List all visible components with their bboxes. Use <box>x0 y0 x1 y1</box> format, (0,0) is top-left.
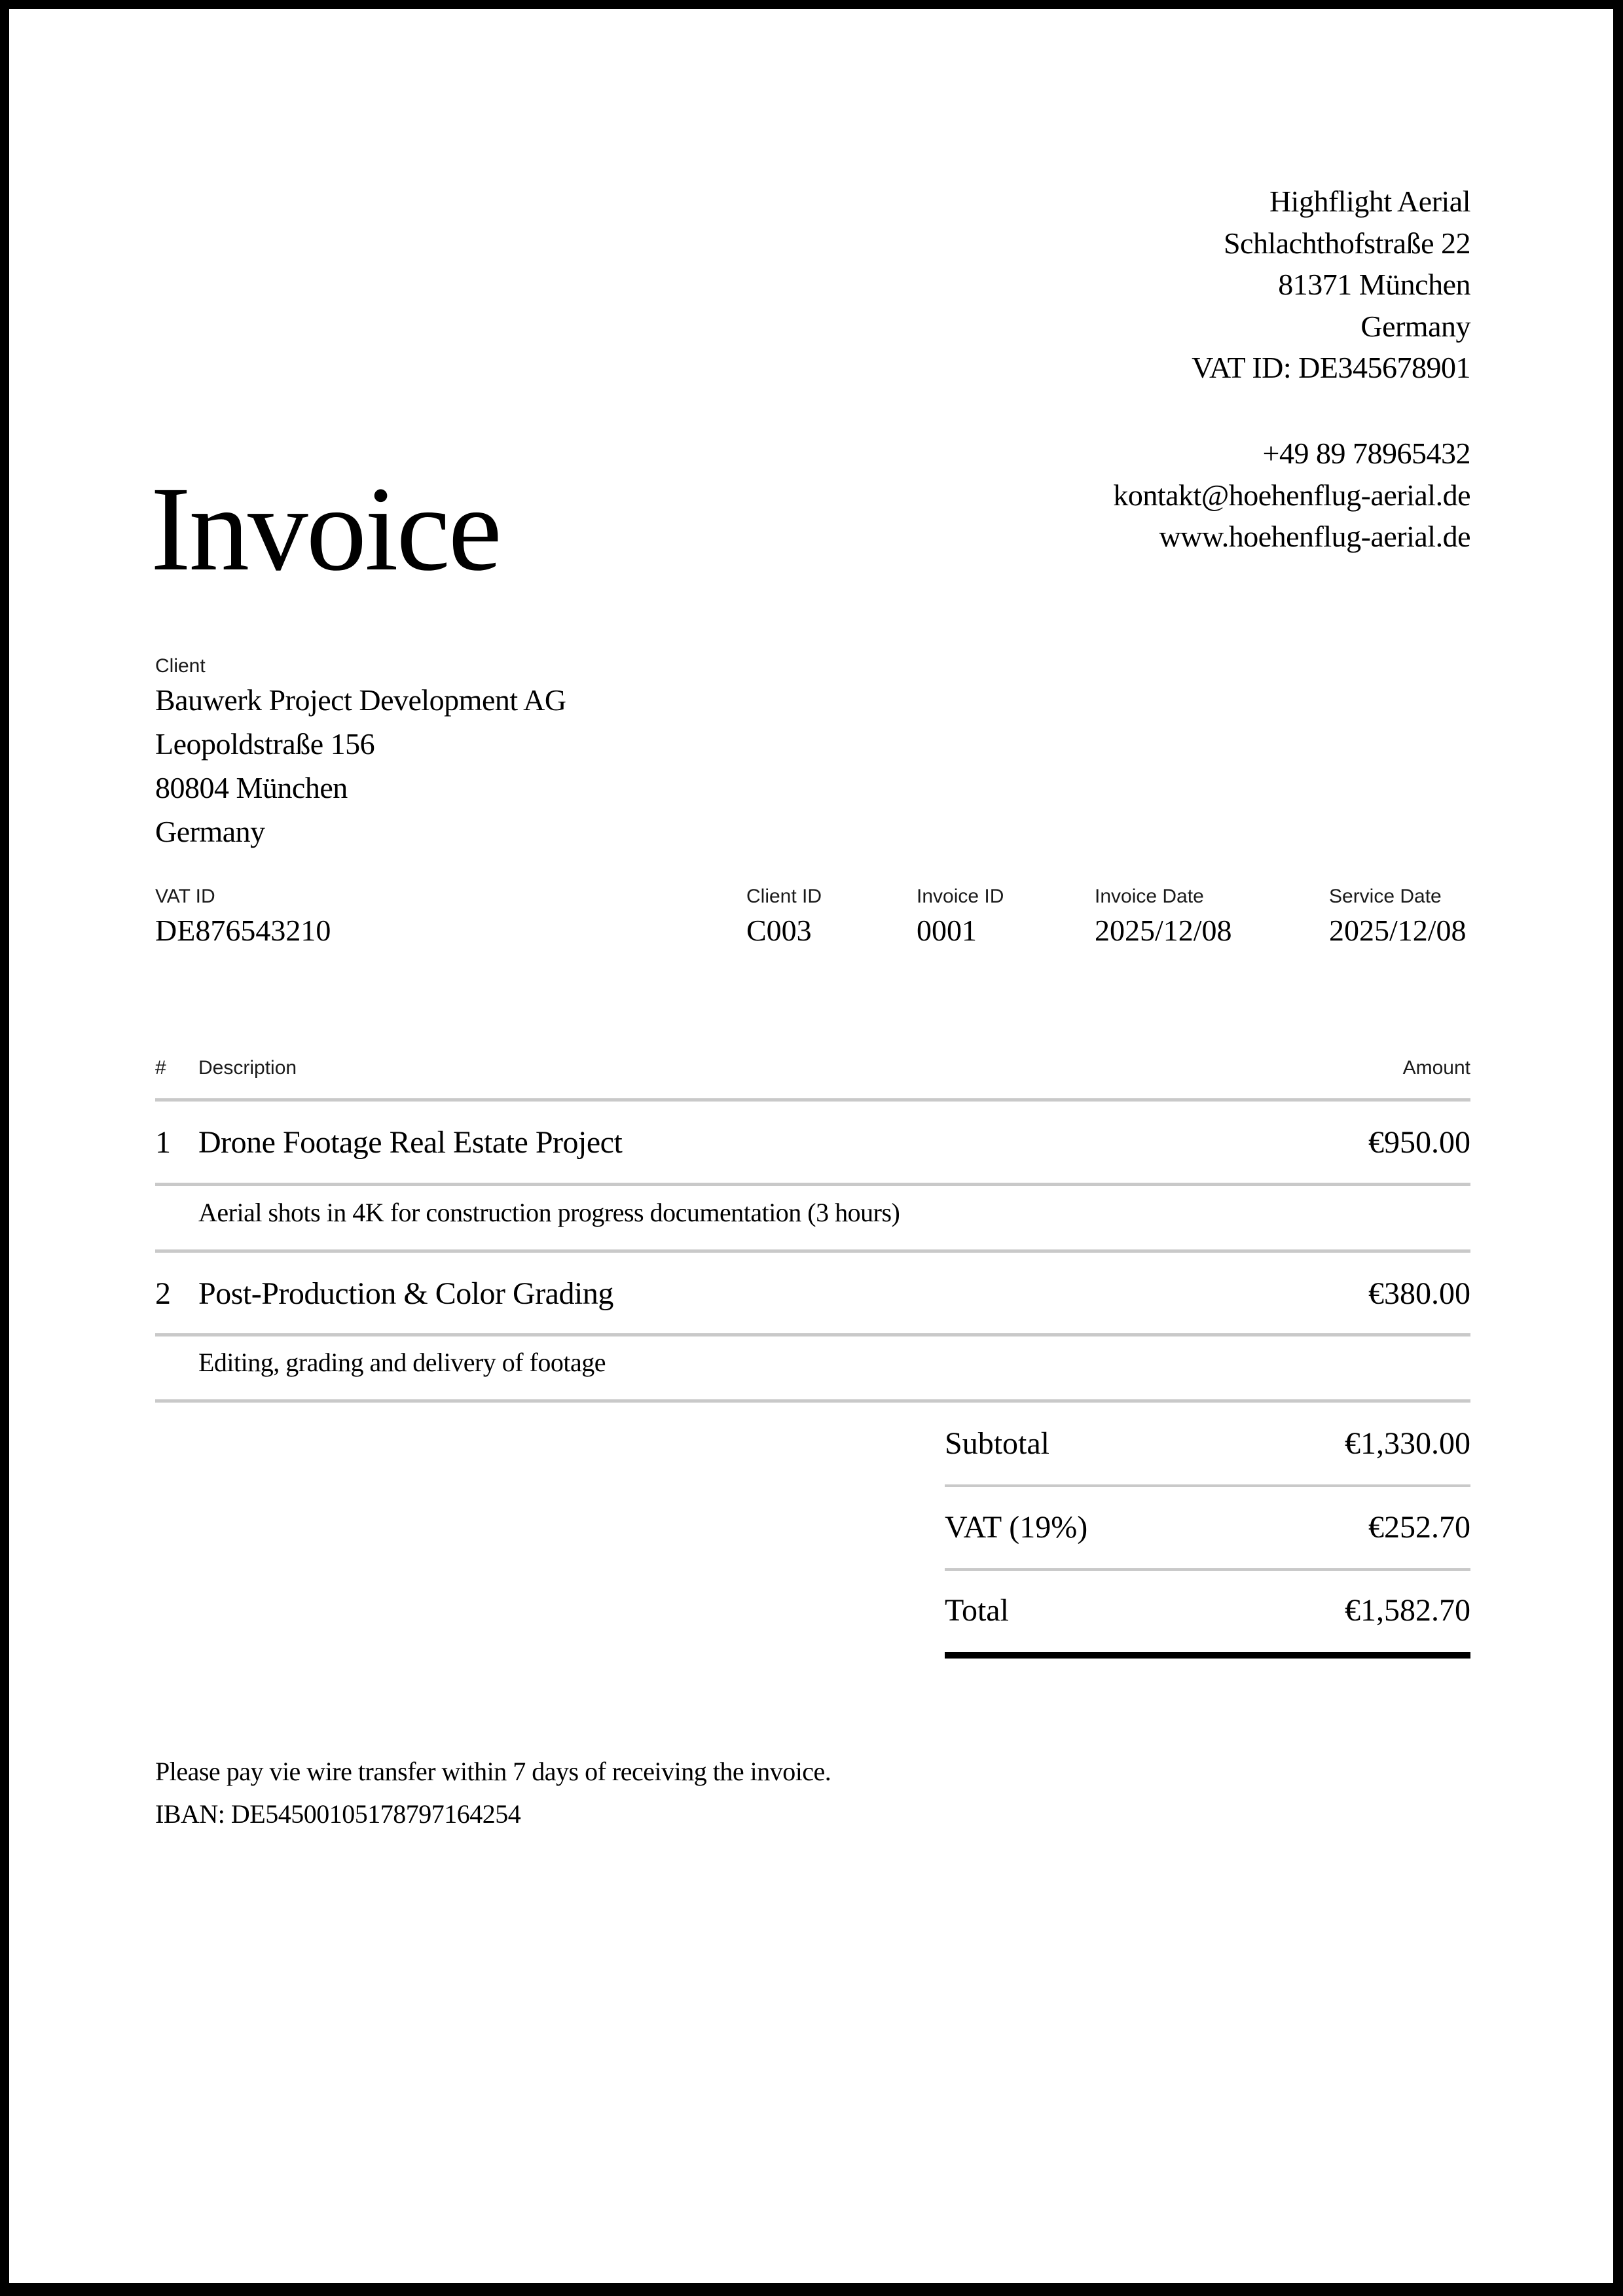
vat-value: €252.70 <box>1368 1510 1470 1545</box>
divider <box>155 1249 1470 1253</box>
item-1-amount: €950.00 <box>1368 1125 1470 1160</box>
subtotal-label: Subtotal <box>945 1426 1050 1461</box>
meta-client-id-value: C003 <box>746 914 812 947</box>
client-address-block <box>155 678 566 853</box>
divider <box>155 1333 1470 1336</box>
divider <box>155 1399 1470 1403</box>
meta-client-id-label: Client ID <box>746 886 822 907</box>
item-2-number: 2 <box>155 1276 171 1311</box>
page-title: Invoice <box>151 462 500 596</box>
iban-line: IBAN: DE54500105178797164254 <box>155 1799 521 1829</box>
seller-phone: +49 89 78965432 <box>1262 437 1470 470</box>
meta-service-date <box>1329 887 1467 946</box>
divider <box>155 1183 1470 1186</box>
client-city: 80804 München <box>155 771 348 804</box>
seller-vat-id: VAT ID: DE345678901 <box>1192 351 1470 384</box>
divider <box>155 1098 1470 1102</box>
meta-invoice-date-value: 2025/12/08 <box>1095 914 1232 947</box>
item-2-description: Post-Production & Color Grading <box>198 1276 613 1311</box>
meta-invoice-id <box>917 887 1004 946</box>
divider <box>945 1484 1470 1487</box>
meta-invoice-id-label: Invoice ID <box>917 886 1004 907</box>
subtotal-value: €1,330.00 <box>1345 1426 1470 1461</box>
seller-address-block <box>1192 181 1470 389</box>
item-1-note: Aerial shots in 4K for construction progress documentation (3 hours) <box>198 1198 900 1227</box>
table-header-description: Description <box>198 1057 297 1079</box>
total-label: Total <box>945 1593 1009 1628</box>
meta-service-date-value: 2025/12/08 <box>1329 914 1467 947</box>
seller-country: Germany <box>1360 309 1470 343</box>
meta-invoice-date <box>1095 887 1232 946</box>
seller-name: Highflight Aerial <box>1269 185 1470 218</box>
meta-invoice-date-label: Invoice Date <box>1095 886 1204 907</box>
total-value: €1,582.70 <box>1345 1593 1470 1628</box>
table-header-number: # <box>155 1057 166 1079</box>
meta-client-id <box>746 887 822 946</box>
seller-email: kontakt@hoehenflug-aerial.de <box>1113 478 1470 512</box>
client-country: Germany <box>155 815 265 848</box>
seller-city: 81371 München <box>1278 268 1470 301</box>
item-2-note: Editing, grading and delivery of footage <box>198 1348 606 1377</box>
meta-vat-id <box>155 887 331 946</box>
seller-contact-block <box>1113 433 1470 558</box>
total-rule <box>945 1652 1470 1659</box>
meta-service-date-label: Service Date <box>1329 886 1442 907</box>
divider <box>945 1568 1470 1571</box>
seller-website: www.hoehenflug-aerial.de <box>1159 520 1470 553</box>
vat-label: VAT (19%) <box>945 1510 1088 1545</box>
client-label: Client <box>155 655 206 677</box>
item-1-number: 1 <box>155 1125 171 1160</box>
payment-terms-note: Please pay vie wire transfer within 7 days of receiving the invoice. <box>155 1757 831 1786</box>
table-header-amount: Amount <box>1402 1057 1470 1079</box>
client-street: Leopoldstraße 156 <box>155 727 375 761</box>
item-1-description: Drone Footage Real Estate Project <box>198 1125 623 1160</box>
meta-vat-id-label: VAT ID <box>155 886 215 907</box>
meta-invoice-id-value: 0001 <box>917 914 977 947</box>
client-name: Bauwerk Project Development AG <box>155 683 566 717</box>
meta-vat-id-value: DE876543210 <box>155 914 331 947</box>
seller-street: Schlachthofstraße 22 <box>1223 226 1470 260</box>
item-2-amount: €380.00 <box>1368 1276 1470 1311</box>
